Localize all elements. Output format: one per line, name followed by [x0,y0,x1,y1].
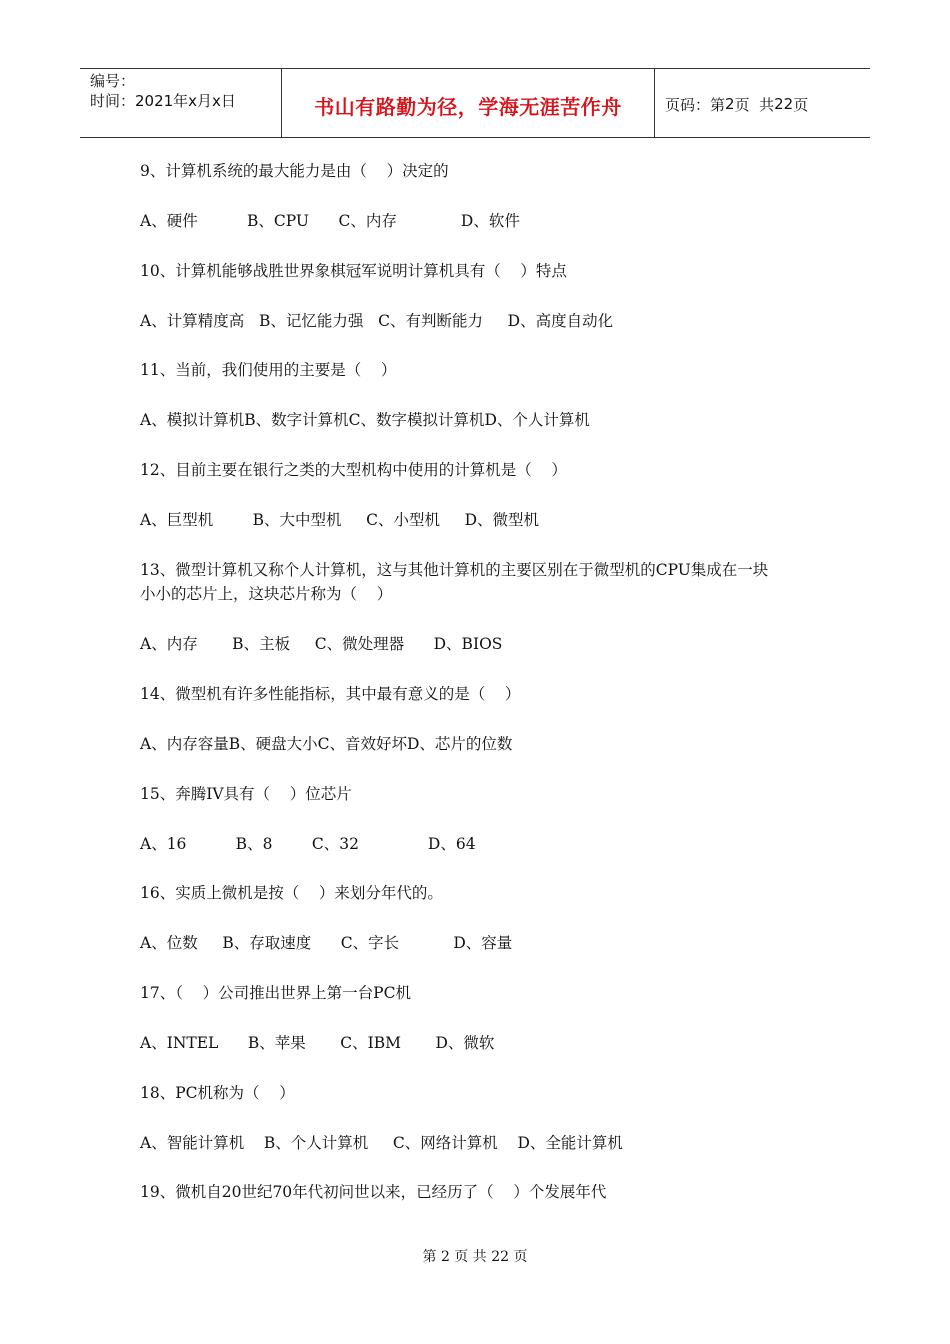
question-17-options: A、INTEL B、苹果 C、IBM D、微软 [140,1034,495,1052]
header-motto: 书山有路勤为径，学海无涯苦作舟 [282,69,655,137]
question-16: 16、实质上微机是按（ ）来划分年代的。 [140,884,443,902]
header-page-prefix: 页码：第 [665,95,726,114]
header-page-no: 2 [725,95,735,113]
question-13: 13、微型计算机又称个人计算机，这与其他计算机的主要区别在于微型机的CPU集成在一块 [140,561,769,579]
question-13-options: A、内存 B、主板 C、微处理器 D、BIOS [140,635,503,653]
question-13-continued: 小小的芯片上，这块芯片称为（ ） [140,585,393,603]
question-12-options: A、巨型机 B、大中型机 C、小型机 D、微型机 [140,511,540,529]
question-11-options: A、模拟计算机B、数字计算机C、数字模拟计算机D、个人计算机 [140,411,590,429]
question-9-options: A、硬件 B、CPU C、内存 D、软件 [140,212,520,230]
header-page-indicator [655,69,870,137]
question-17: 17、（ ）公司推出世界上第一台PC机 [140,984,411,1002]
question-14: 14、微型机有许多性能指标，其中最有意义的是（ ） [140,685,521,703]
question-10: 10、计算机能够战胜世界象棋冠军说明计算机具有（ ）特点 [140,262,567,280]
question-15-options: A、16 B、8 C、32 D、64 [140,835,476,853]
question-15: 15、奔腾IV具有（ ）位芯片 [140,785,352,803]
question-19: 19、微机自20世纪70年代初问世以来，已经历了（ ）个发展年代 [140,1183,607,1201]
header-time-label: 时间：2021年x月x日 [90,92,236,110]
question-9: 9、计算机系统的最大能力是由（ ）决定的 [140,162,449,180]
question-16-options: A、位数 B、存取速度 C、字长 D、容量 [140,934,513,952]
question-18: 18、PC机称为（ ） [140,1084,295,1102]
question-18-options: A、智能计算机 B、个人计算机 C、网络计算机 D、全能计算机 [140,1134,623,1152]
header-meta [80,69,282,137]
page-footer: 第 2 页 共 22 页 [422,1249,528,1265]
page-header [80,68,870,138]
question-12: 12、目前主要在银行之类的大型机构中使用的计算机是（ ） [140,461,567,479]
header-page-total: 22 [774,95,794,113]
header-number-label: 编号： [90,72,136,90]
question-11: 11、当前，我们使用的主要是（ ） [140,361,397,379]
header-page-suffix: 页 [793,95,809,114]
header-page-mid: 页 共 [734,95,775,114]
question-14-options: A、内存容量B、硬盘大小C、音效好坏D、芯片的位数 [140,735,513,753]
question-10-options: A、计算精度高 B、记忆能力强 C、有判断能力 D、高度自动化 [140,312,614,330]
